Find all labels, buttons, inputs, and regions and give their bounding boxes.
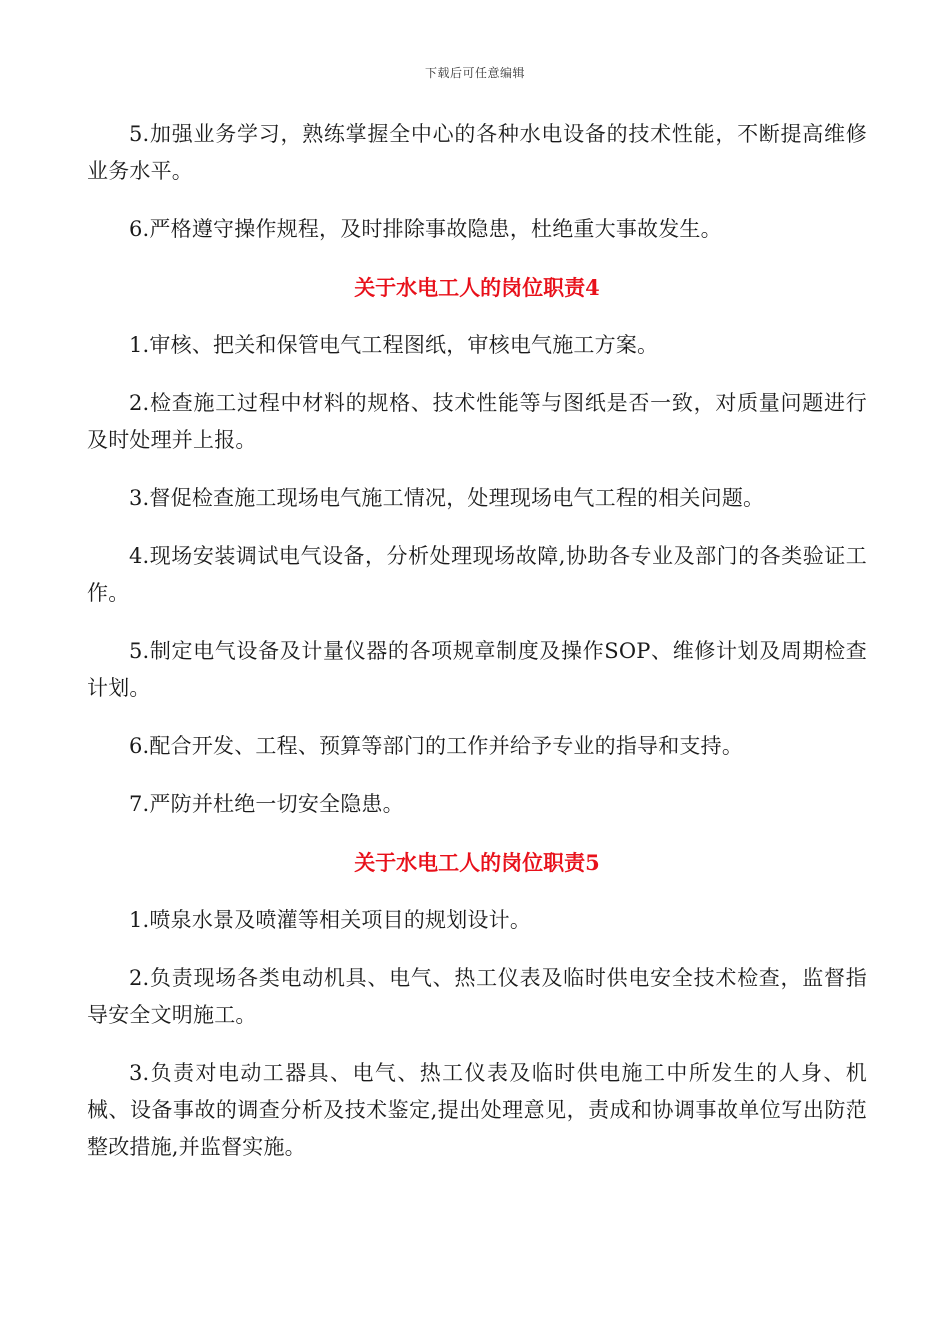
section-4-item-1: 1.审核、把关和保管电气工程图纸，审核电气施工方案。 [129,333,659,357]
paragraph-intro-5: 5.加强业务学习，熟练掌握全中心的各种水电设备的技术性能，不断提高维修业务水平。 [87,122,867,183]
section-5-item-2: 2.负责现场各类电动机具、电气、热工仪表及临时供电安全技术检查，监督指导安全文明施工。 [87,966,867,1027]
section-5-title: 关于水电工人的岗位职责5 [354,850,600,875]
section-5-item-3: 3.负责对电动工器具、电气、热工仪表及临时供电施工中所发生的人身、机械、设备事故的调查分析及技术鉴定,提出处理意见，责成和协调事故单位写出防范整改措施,并监督实施。 [87,1061,867,1159]
section-4-title: 关于水电工人的岗位职责4 [354,275,600,300]
section-5-item-1: 1.喷泉水景及喷灌等相关项目的规划设计。 [129,908,532,932]
document-body [87,116,867,1187]
section-4-item-6: 6.配合开发、工程、预算等部门的工作并给予专业的指导和支持。 [129,734,744,758]
header-note: 下载后可任意编辑 [424,66,525,80]
paragraph-intro-6: 6.严格遵守操作规程，及时排除事故隐患，杜绝重大事故发生。 [129,217,722,241]
section-4-item-2: 2.检查施工过程中材料的规格、技术性能等与图纸是否一致，对质量问题进行及时处理并上报。 [87,391,867,452]
section-4-item-3: 3.督促检查施工现场电气施工情况，处理现场电气工程的相关问题。 [129,486,765,510]
section-4-item-7: 7.严防并杜绝一切安全隐患。 [129,792,404,816]
section-4-item-5: 5.制定电气设备及计量仪器的各项规章制度及操作SOP、维修计划及周期检查计划。 [87,639,867,700]
section-4-item-4: 4.现场安装调试电气设备，分析处理现场故障,协助各专业及部门的各类验证工作。 [87,544,867,605]
